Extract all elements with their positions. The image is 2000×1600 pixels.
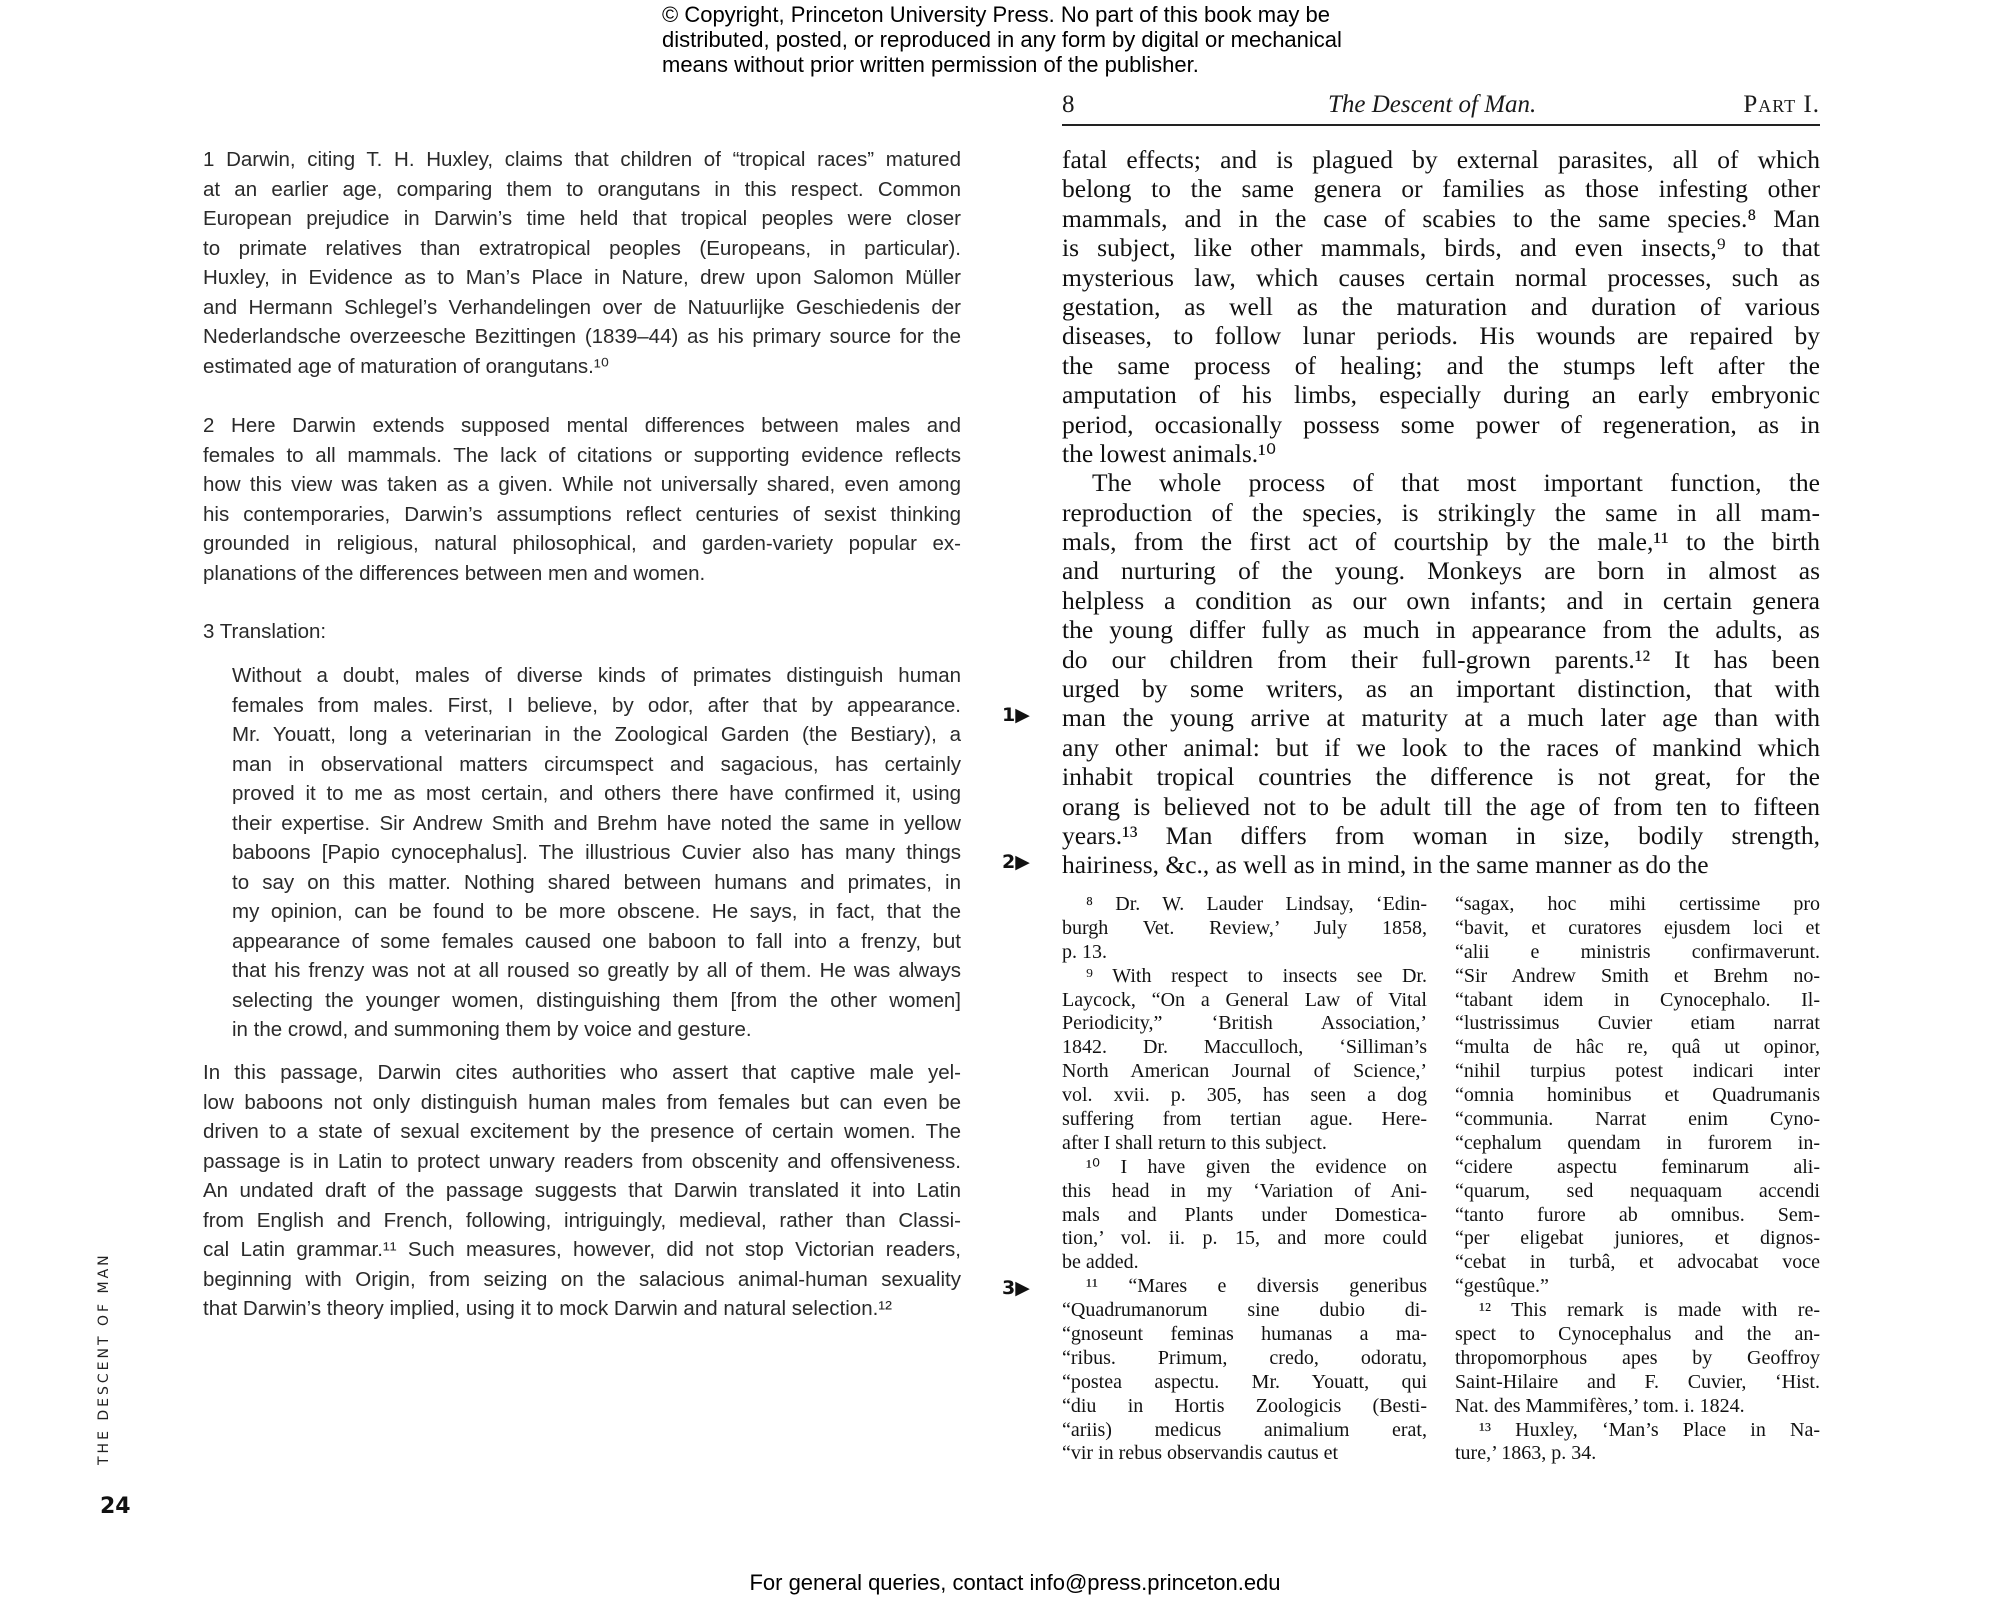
text-line: appearance of some females caused one baboon to fall into a frenzy, but — [232, 929, 961, 953]
text-line: spect to Cynocephalus and the an- — [1455, 1323, 1820, 1346]
text-line: ⁸ Dr. W. Lauder Lindsay, ‘Edin- — [1086, 893, 1427, 915]
text-line: belong to the same genera or families as those infesting other — [1062, 174, 1820, 204]
text-line: baboons [Papio cynocephalus]. The illustrious Cuvier also has many things — [232, 841, 961, 864]
part-label: Part I. — [1743, 91, 1820, 118]
copyright-line: distributed, posted, or reproduced in any form by digital or mechanical — [662, 27, 1342, 52]
text-line: “tanto furore ab omnibus. Sem- — [1455, 1203, 1820, 1226]
text-line: ¹³ Huxley, ‘Man’s Place in Na- — [1479, 1418, 1820, 1441]
running-title: The Descent of Man. — [1328, 91, 1537, 118]
text-line: 1 Darwin, citing T. H. Huxley, claims that children of “tropical races” matured — [203, 148, 961, 171]
text-line: “nihil turpius potest indicari inter — [1455, 1060, 1820, 1083]
text-line: Without a doubt, males of diverse kinds of primates distinguish human — [232, 664, 961, 687]
annotation-marker-2[interactable]: 2▶ — [1002, 851, 1030, 873]
annotation-note-2 — [203, 411, 961, 588]
text-line: “ariis) medicus animalium erat, — [1062, 1418, 1427, 1441]
text-line: 1842. Dr. Macculloch, ‘Silliman’s — [1062, 1036, 1427, 1059]
text-line: passage is in Latin to protect unwary readers from obscenity and offensiveness. — [203, 1149, 961, 1173]
text-line: “communia. Narrat enim Cyno- — [1455, 1108, 1820, 1131]
page-number: 24 — [100, 1494, 131, 1519]
text-line: mammals, and in the case of scabies to the same species.⁸ Man — [1062, 203, 1820, 233]
text-line: and nurturing of the young. Monkeys are born in almost as — [1062, 556, 1820, 586]
text-line: burgh Vet. Review,’ July 1858, — [1062, 916, 1427, 939]
text-line: “tabant idem in Cynocephalo. Il- — [1455, 988, 1820, 1011]
text-line: is subject, like other mammals, birds, and even insects,⁹ to that — [1062, 233, 1820, 263]
text-line: “quarum, sed nequaquam accendi — [1455, 1179, 1820, 1202]
text-line: females to all mammals. The lack of citations or supporting evidence reflects — [203, 443, 961, 467]
text-line: “per eligebat juniores, et dignos- — [1455, 1227, 1820, 1250]
text-line: after I shall return to this subject. — [1062, 1131, 1327, 1154]
text-line: this head in my ‘Variation of Ani- — [1062, 1179, 1427, 1202]
text-line: thropomorphous apes by Geoffroy — [1455, 1346, 1820, 1369]
text-line: at an earlier age, comparing them to orangutans in this respect. Common — [203, 177, 961, 201]
text-line: to primate relatives than extratropical peoples (Europeans, in particular). — [203, 236, 961, 260]
text-line: inhabit tropical countries the difference is not great, for the — [1062, 762, 1820, 792]
header-rule — [1062, 124, 1820, 126]
text-line: “cebat in turbâ, et advocabat voce — [1455, 1251, 1820, 1274]
text-line: that Darwin’s theory implied, using it to mock Darwin and natural selection.¹² — [203, 1297, 892, 1320]
text-line: Nederlandsche overzeesche Bezittingen (1839–44) as his primary source for the — [203, 325, 961, 348]
text-line: diseases, to follow lunar periods. His wounds are repaired by — [1062, 321, 1820, 351]
text-line: “diu in Hortis Zoologicis (Besti- — [1062, 1394, 1427, 1417]
text-line: Nat. des Mammifères,’ tom. i. 1824. — [1455, 1394, 1745, 1417]
text-line: Mr. Youatt, long a veterinarian in the Zoological Garden (the Bestiary), a — [232, 723, 961, 746]
text-line: ture,’ 1863, p. 34. — [1455, 1442, 1597, 1465]
translation-quote — [232, 661, 961, 1045]
text-line: “alii e ministris confirmaverunt. — [1455, 940, 1820, 963]
text-line: the same process of healing; and the stumps left after the — [1062, 350, 1820, 380]
text-line: mals and Plants under Domestica- — [1062, 1203, 1427, 1226]
text-line: driven to a state of sexual excitement by the presence of certain women. The — [203, 1120, 961, 1143]
text-line: that his frenzy was not at all roused so greatly by all of them. He was always — [232, 959, 961, 982]
annotation-commentary — [203, 1058, 961, 1324]
text-line: fatal effects; and is plagued by external parasites, all of which — [1062, 145, 1820, 174]
copyright-notice — [662, 2, 1342, 77]
original-page-number: 8 — [1062, 91, 1075, 118]
text-line: An undated draft of the passage suggests that Darwin translated it into Latin — [203, 1179, 961, 1202]
annotation-marker-1[interactable]: 1▶ — [1002, 704, 1030, 726]
text-line: “gnoseunt feminas humanas a ma- — [1062, 1323, 1427, 1346]
text-line: the young differ fully as much in appearance from the adults, as — [1062, 615, 1820, 645]
text-line: low baboons not only distinguish human males from females but can even be — [203, 1090, 961, 1114]
text-line: females from males. First, I believe, by odor, after that by appearance. — [232, 693, 961, 717]
footnotes-right-column — [1455, 893, 1820, 1466]
annotation-note-1 — [203, 145, 961, 381]
text-line: estimated age of maturation of orangutans.¹⁰ — [203, 354, 609, 378]
text-line: man in observational matters circumspect and sagacious, has certainly — [232, 752, 961, 776]
text-line: ⁹ With respect to insects see Dr. — [1086, 964, 1427, 987]
text-line: beginning with Origin, from seizing on the salacious animal-human sexuality — [203, 1267, 961, 1291]
text-line: gestation, as well as the maturation and duration of various — [1062, 291, 1820, 321]
text-line: mals, from the first act of courtship by the male,¹¹ to the birth — [1062, 527, 1820, 557]
text-line: be added. — [1062, 1251, 1139, 1274]
text-line: their expertise. Sir Andrew Smith and Brehm have noted the same in yellow — [232, 811, 961, 835]
text-line: to say on this matter. Nothing shared between humans and primates, in — [232, 870, 961, 894]
text-line: man the young arrive at maturity at a much later age than with — [1062, 703, 1820, 733]
text-line: “omnia hominibus et Quadrumanis — [1455, 1084, 1820, 1107]
text-line: “lustrissimus Cuvier etiam narrat — [1455, 1012, 1820, 1035]
text-line: from English and French, following, intriguingly, medieval, rather than Classi- — [203, 1208, 961, 1232]
annotation-note-3 — [203, 617, 961, 647]
text-line: “cephalum quendam in furorem in- — [1455, 1131, 1820, 1154]
text-line: ¹¹ “Mares e diversis generibus — [1086, 1275, 1427, 1298]
text-line: “Sir Andrew Smith et Brehm no- — [1455, 964, 1820, 987]
text-line: “multa de hâc re, quâ ut opinor, — [1455, 1036, 1820, 1059]
text-line: vol. xvii. p. 305, has seen a dog — [1062, 1084, 1427, 1107]
contact-footer: For general queries, contact info@press.princeton.edu — [749, 1570, 1281, 1595]
text-line: period, occasionally possess some power of regeneration, as in — [1062, 409, 1820, 439]
footnotes-left-column — [1062, 893, 1427, 1466]
text-line: in the crowd, and summoning them by voice and gesture. — [232, 1018, 752, 1041]
text-line: any other animal: but if we look to the races of mankind which — [1062, 732, 1820, 762]
text-line: 3 Translation: — [203, 620, 327, 643]
text-line: my opinion, can be found to be more obscene. He says, in fact, that the — [232, 900, 961, 923]
text-line: ¹² This remark is made with re- — [1479, 1299, 1820, 1322]
running-header — [1062, 90, 1820, 120]
text-line: years.¹³ Man differs from woman in size, bodily strength, — [1062, 820, 1820, 850]
text-line: Periodicity,” ‘British Association,’ — [1062, 1012, 1427, 1035]
text-line: planations of the differences between men and women. — [203, 561, 706, 585]
text-line: “sagax, hoc mihi certissime pro — [1455, 893, 1820, 915]
text-line: 2 Here Darwin extends supposed mental differences between males and — [203, 414, 961, 437]
text-line: how this view was taken as a given. While not universally shared, even among — [203, 473, 961, 496]
text-line: urged by some writers, as an important distinction, that with — [1062, 674, 1820, 704]
text-line: grounded in religious, natural philosophical, and garden-variety popular ex- — [203, 532, 961, 555]
text-line: European prejudice in Darwin’s time held that tropical peoples were closer — [203, 207, 961, 230]
text-line: tion,’ vol. ii. p. 15, and more could — [1062, 1227, 1427, 1250]
text-line: hairiness, &c., as well as in mind, in the same manner as do the — [1062, 850, 1709, 880]
text-line: amputation of his limbs, especially during an early embryonic — [1062, 380, 1820, 410]
text-line: proved it to me as most certain, and others there have confirmed it, using — [232, 782, 961, 805]
text-line: do our children from their full-grown parents.¹² It has been — [1062, 644, 1820, 674]
text-line: The whole process of that most important function, the — [1092, 468, 1820, 498]
text-line: “cidere aspectu feminarum ali- — [1455, 1155, 1820, 1178]
text-line: “gestûque.” — [1455, 1275, 1549, 1298]
text-line: helpless a condition as our own infants; and in certain genera — [1062, 585, 1820, 615]
text-line: orang is believed not to be adult till the age of from ten to fifteen — [1062, 791, 1820, 821]
text-line: and Hermann Schlegel’s Verhandelingen over de Natuurlijke Geschiedenis der — [203, 295, 961, 319]
text-line: p. 13. — [1062, 940, 1107, 963]
text-line: “vir in rebus observandis cautus et — [1062, 1442, 1339, 1465]
facsimile-body-text — [1062, 145, 1820, 880]
text-line: “bavit, et curatores ejusdem loci et — [1455, 916, 1820, 939]
text-line: mysterious law, which causes certain normal processes, such as — [1062, 262, 1820, 292]
text-line: North American Journal of Science,’ — [1062, 1060, 1427, 1083]
text-line: ¹⁰ I have given the evidence on — [1086, 1155, 1427, 1178]
annotation-marker-3[interactable]: 3▶ — [1002, 1277, 1030, 1299]
text-line: “postea aspectu. Mr. Youatt, qui — [1062, 1370, 1427, 1393]
text-line: selecting the younger women, distinguishing them [from the other women] — [232, 988, 961, 1012]
copyright-line: © Copyright, Princeton University Press. No part of this book may be — [662, 2, 1330, 27]
side-book-title: THE DESCENT OF MAN — [96, 1252, 112, 1465]
text-line: reproduction of the species, is strikingly the same in all mam- — [1062, 497, 1820, 527]
text-line: the lowest animals.¹⁰ — [1062, 438, 1277, 468]
text-line: Huxley, in Evidence as to Man’s Place in Nature, drew upon Salomon Müller — [203, 266, 961, 289]
text-line: “Quadrumanorum sine dubio di- — [1062, 1299, 1427, 1322]
text-line: his contemporaries, Darwin’s assumptions reflect centuries of sexist thinking — [203, 502, 961, 526]
text-line: cal Latin grammar.¹¹ Such measures, however, did not stop Victorian readers, — [203, 1238, 961, 1261]
copyright-line: means without prior written permission of the publisher. — [662, 52, 1199, 77]
text-line: Laycock, “On a General Law of Vital — [1062, 988, 1427, 1011]
text-line: Saint-Hilaire and F. Cuvier, ‘Hist. — [1455, 1370, 1820, 1393]
text-line: suffering from tertian ague. Here- — [1062, 1108, 1427, 1131]
text-line: “ribus. Primum, credo, odoratu, — [1062, 1346, 1427, 1369]
text-line: In this passage, Darwin cites authorities who assert that captive male yel- — [203, 1061, 961, 1084]
